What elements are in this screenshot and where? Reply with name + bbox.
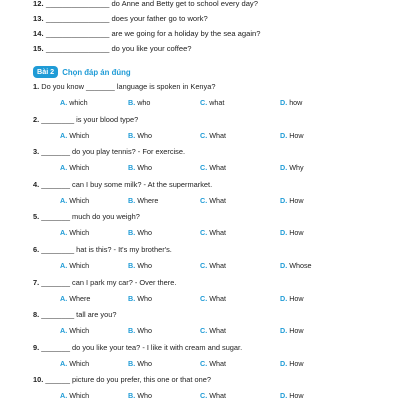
option-letter: A. xyxy=(60,293,68,303)
option-letter: D. xyxy=(280,98,288,107)
item-number: 14. xyxy=(33,29,44,38)
option-letter: D. xyxy=(280,195,288,205)
section-header xyxy=(33,66,131,78)
fill-item xyxy=(33,44,192,54)
answer-option[interactable] xyxy=(60,294,90,304)
option-letter: B. xyxy=(128,261,136,270)
option-text: Which xyxy=(69,261,90,270)
option-letter: C. xyxy=(200,391,208,401)
option-text: What xyxy=(209,261,226,270)
question-number: 9. xyxy=(33,342,40,352)
option-letter: A. xyxy=(60,130,68,140)
option-text: How xyxy=(289,358,304,368)
option-letter: B. xyxy=(128,130,136,140)
question-prompt: _______ can I park my car? - Over there. xyxy=(41,277,177,287)
option-letter: D. xyxy=(280,391,288,401)
option-text: what xyxy=(209,98,225,107)
question-text xyxy=(33,278,176,288)
answer-option[interactable] xyxy=(128,98,150,108)
answer-option[interactable] xyxy=(280,294,304,304)
question-text xyxy=(33,115,138,125)
question-text xyxy=(33,147,185,157)
answer-option[interactable] xyxy=(60,131,89,141)
option-text: Who xyxy=(137,130,152,140)
answer-option[interactable] xyxy=(200,294,226,304)
question-prompt: ________ hat is this? - It's my brother's. xyxy=(41,245,172,254)
question-text xyxy=(33,180,212,190)
question-text xyxy=(33,212,140,222)
option-letter: A. xyxy=(60,391,68,401)
option-text: Which xyxy=(69,326,90,336)
question-text xyxy=(33,310,116,320)
option-text: What xyxy=(209,130,226,140)
option-text: Which xyxy=(69,228,90,238)
option-text: who xyxy=(137,98,151,107)
option-letter: D. xyxy=(280,130,288,140)
option-text: Who xyxy=(137,326,152,336)
option-text: Which xyxy=(69,195,90,205)
option-letter: A. xyxy=(60,195,68,205)
answer-option[interactable] xyxy=(60,359,89,369)
option-letter: B. xyxy=(128,391,136,401)
question-number: 8. xyxy=(33,310,40,320)
item-text: _______________ do Anne and Betty get to school every day? xyxy=(46,0,258,8)
answer-option[interactable] xyxy=(200,131,226,141)
fill-item xyxy=(33,0,258,9)
option-letter: C. xyxy=(200,195,208,205)
question-prompt: ________ tall are you? xyxy=(41,310,117,320)
option-text: What xyxy=(209,391,226,401)
option-text: How xyxy=(289,195,304,205)
question-prompt: _______ much do you weigh? xyxy=(41,212,140,222)
question-text xyxy=(33,82,215,92)
option-letter: B. xyxy=(128,228,136,238)
answer-option[interactable] xyxy=(280,131,304,141)
answer-option[interactable] xyxy=(60,196,89,206)
answer-option[interactable] xyxy=(60,261,89,271)
option-text: What xyxy=(209,195,226,205)
question-number: 10. xyxy=(33,375,44,385)
question-prompt: ________ is your blood type? xyxy=(41,114,139,124)
option-text: which xyxy=(69,98,88,107)
question-number: 5. xyxy=(33,212,40,222)
option-letter: D. xyxy=(280,358,288,368)
option-text: How xyxy=(289,326,304,336)
section-title: Chọn đáp án đúng xyxy=(62,67,131,77)
option-letter: B. xyxy=(128,98,136,107)
option-letter: D. xyxy=(280,163,288,173)
answer-option[interactable] xyxy=(280,261,312,271)
option-text: Who xyxy=(137,261,152,270)
answer-option[interactable] xyxy=(128,228,152,238)
answer-option[interactable] xyxy=(128,131,152,141)
question-prompt: ______ picture do you prefer, this one or that one? xyxy=(45,375,211,385)
option-text: How xyxy=(289,130,304,140)
question-text xyxy=(33,343,242,353)
question-number: 7. xyxy=(33,277,40,287)
item-number: 13. xyxy=(33,14,44,23)
option-letter: C. xyxy=(200,261,208,270)
option-letter: C. xyxy=(200,98,208,107)
question-number: 1. xyxy=(33,82,40,91)
answer-option[interactable] xyxy=(280,196,304,206)
option-letter: C. xyxy=(200,326,208,336)
answer-option[interactable] xyxy=(200,261,226,271)
question-prompt: _______ do you like your tea? - I like it with cream and sugar. xyxy=(41,342,243,352)
option-letter: C. xyxy=(200,228,208,238)
item-number: 12. xyxy=(33,0,44,8)
fill-item xyxy=(33,14,208,24)
option-letter: B. xyxy=(128,326,136,336)
option-text: Who xyxy=(137,228,152,238)
option-text: What xyxy=(209,326,226,336)
answer-option[interactable] xyxy=(128,196,158,206)
item-number: 15. xyxy=(33,44,44,53)
option-text: What xyxy=(209,163,226,173)
answer-option[interactable] xyxy=(60,98,88,108)
option-letter: A. xyxy=(60,163,68,173)
question-number: 6. xyxy=(33,245,40,254)
section-badge: Bài 2 xyxy=(33,66,58,78)
option-text: Which xyxy=(69,163,90,173)
option-letter: B. xyxy=(128,163,136,173)
answer-option[interactable] xyxy=(280,359,304,369)
option-letter: A. xyxy=(60,261,68,270)
answer-option[interactable] xyxy=(200,359,226,369)
option-text: Who xyxy=(137,163,152,173)
option-text: Where xyxy=(137,195,159,205)
option-letter: B. xyxy=(128,293,136,303)
answer-option[interactable] xyxy=(280,326,304,336)
answer-option[interactable] xyxy=(280,98,302,108)
answer-option[interactable] xyxy=(280,163,304,173)
question-prompt: _______ do you play tennis? - For exercise. xyxy=(41,147,186,157)
option-text: Who xyxy=(137,293,152,303)
option-text: Which xyxy=(69,391,90,401)
option-text: How xyxy=(289,293,304,303)
option-letter: B. xyxy=(128,195,136,205)
question-number: 3. xyxy=(33,147,40,157)
option-text: Which xyxy=(69,358,90,368)
option-text: Who xyxy=(137,358,152,368)
option-letter: A. xyxy=(60,326,68,336)
question-number: 4. xyxy=(33,179,40,189)
option-letter: C. xyxy=(200,163,208,173)
option-text: Where xyxy=(69,293,91,303)
option-letter: D. xyxy=(280,326,288,336)
answer-option[interactable] xyxy=(60,326,89,336)
option-letter: A. xyxy=(60,358,68,368)
option-letter: C. xyxy=(200,358,208,368)
option-text: What xyxy=(209,293,226,303)
option-text: What xyxy=(209,228,226,238)
option-text: Who xyxy=(137,391,152,401)
answer-option[interactable] xyxy=(128,163,152,173)
option-text: Why xyxy=(289,163,304,173)
option-text: Which xyxy=(69,130,90,140)
question-prompt: _______ can I buy some milk? - At the supermarket. xyxy=(41,179,213,189)
question-prompt: Do you know _______ language is spoken in Kenya? xyxy=(41,82,216,91)
question-text xyxy=(33,375,211,385)
option-letter: C. xyxy=(200,293,208,303)
option-text: How xyxy=(289,228,304,238)
question-text xyxy=(33,245,172,255)
item-text: _______________ are we going for a holiday by the sea again? xyxy=(46,29,261,38)
answer-option[interactable] xyxy=(60,163,89,173)
item-text: _______________ do you like your coffee? xyxy=(46,44,192,53)
item-text: _______________ does your father go to work? xyxy=(46,14,208,23)
option-letter: A. xyxy=(60,228,68,238)
fill-item xyxy=(33,29,260,39)
answer-option[interactable] xyxy=(128,326,152,336)
option-letter: A. xyxy=(60,98,68,107)
option-letter: D. xyxy=(280,293,288,303)
answer-option[interactable] xyxy=(200,196,226,206)
option-letter: D. xyxy=(280,261,288,270)
question-number: 2. xyxy=(33,114,40,124)
option-text: how xyxy=(289,98,303,107)
answer-option[interactable] xyxy=(200,163,226,173)
option-letter: D. xyxy=(280,228,288,238)
answer-option[interactable] xyxy=(200,228,226,238)
option-letter: C. xyxy=(200,130,208,140)
answer-option[interactable] xyxy=(280,228,304,238)
option-letter: B. xyxy=(128,358,136,368)
answer-option[interactable] xyxy=(128,261,152,271)
option-text: Whose xyxy=(289,261,312,270)
answer-option[interactable] xyxy=(200,326,226,336)
answer-option[interactable] xyxy=(60,228,89,238)
answer-option[interactable] xyxy=(128,294,152,304)
option-text: What xyxy=(209,358,226,368)
answer-option[interactable] xyxy=(200,98,224,108)
answer-option[interactable] xyxy=(128,359,152,369)
option-text: How xyxy=(289,391,304,401)
